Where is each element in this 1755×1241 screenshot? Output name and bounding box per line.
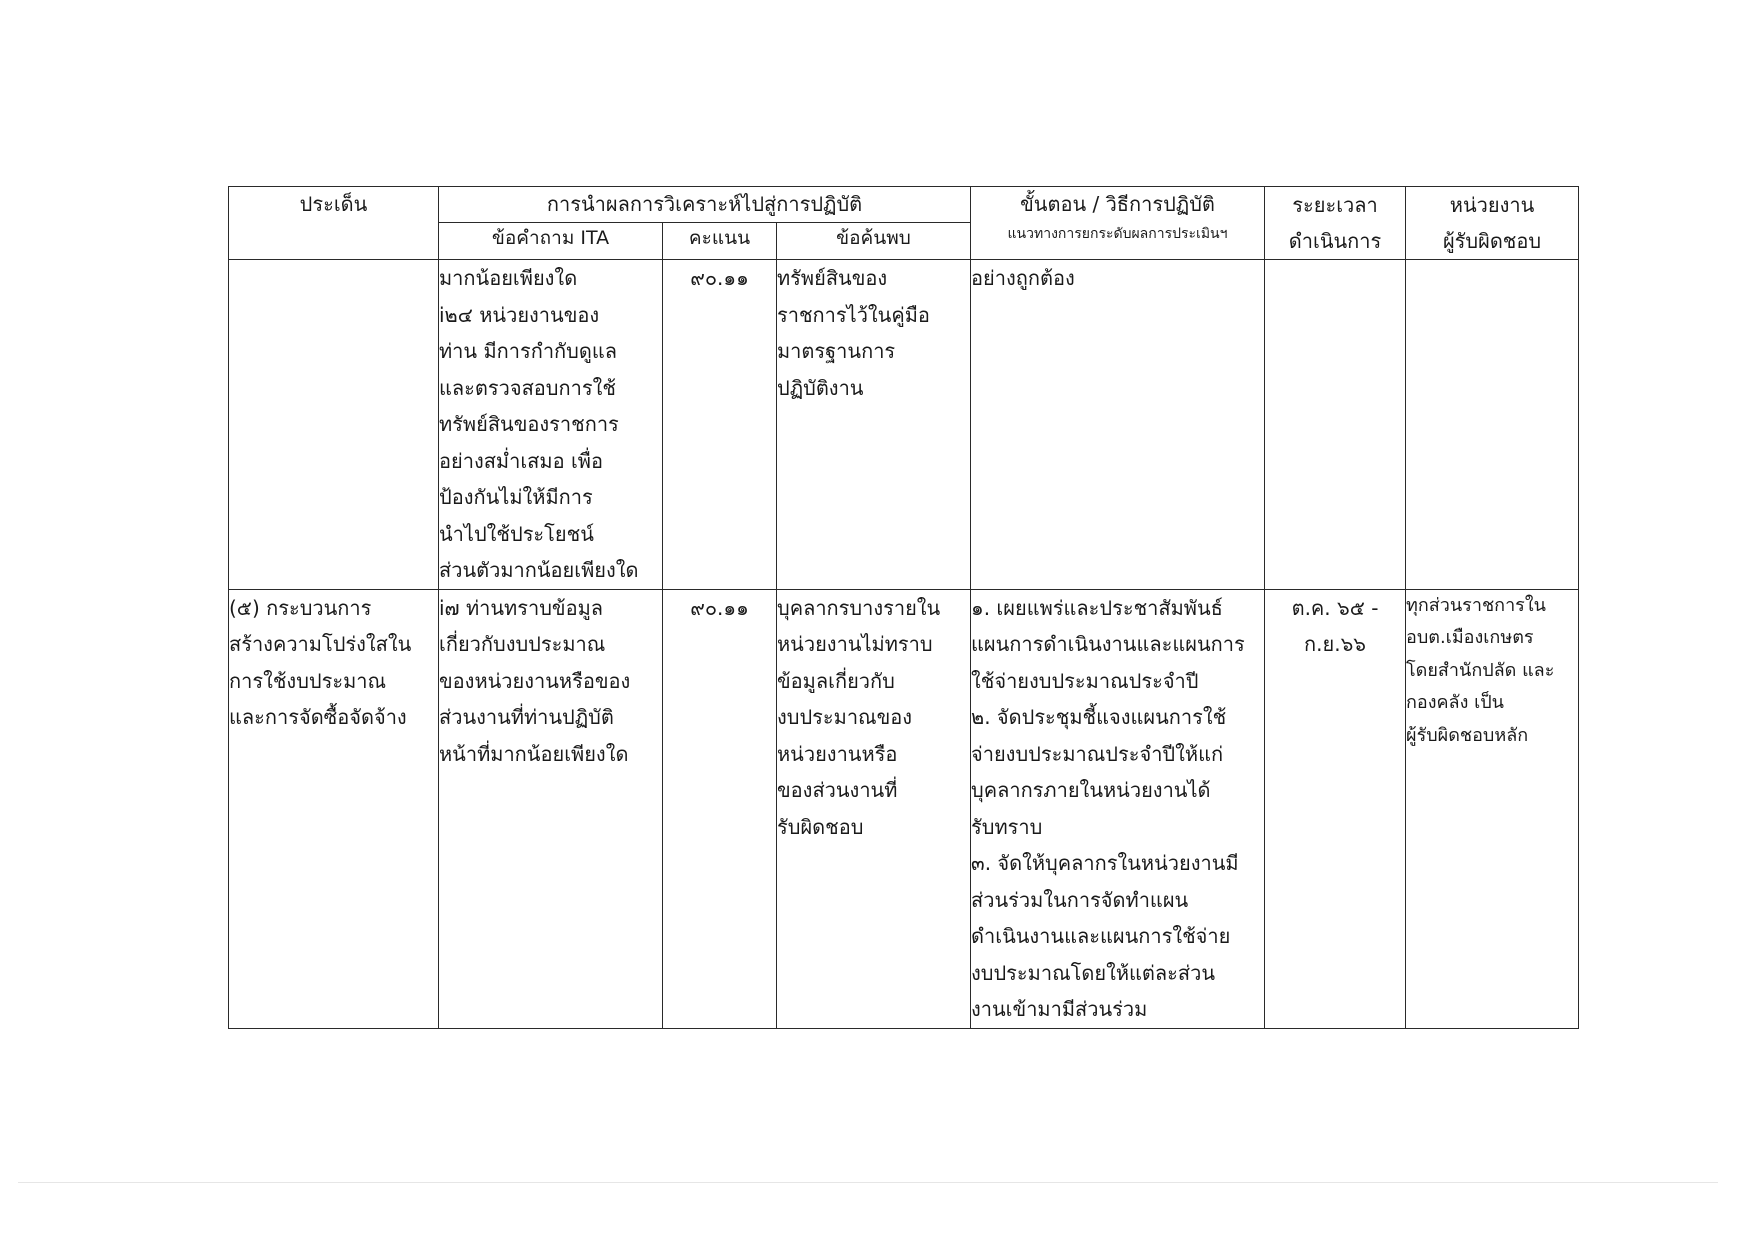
cell-line: บุคลากรภายในหน่วยงานได้	[971, 778, 1211, 802]
header-procedure	[971, 187, 1265, 260]
cell-line: มาตรฐานการ	[777, 339, 896, 363]
cell-issue	[229, 260, 439, 590]
cell-question	[439, 260, 663, 590]
page-bottom-rule	[18, 1182, 1718, 1183]
cell-line: งบประมาณโดยให้แต่ละส่วน	[971, 960, 1216, 985]
cell-line: ต.ค. ๖๕ -	[1291, 595, 1379, 620]
table-row	[229, 589, 1579, 1028]
cell-line: งานเข้ามามีส่วนร่วม	[971, 997, 1148, 1021]
cell-line: รับทราบ	[971, 814, 1043, 839]
cell-score: ๙๐.๑๑	[663, 589, 777, 1028]
cell-line: ทรัพย์สินของ	[777, 266, 888, 290]
cell-line: กองคลัง เป็น	[1406, 692, 1504, 713]
cell-duration	[1265, 589, 1406, 1028]
header-duration-line1: ระยะเวลา	[1292, 193, 1378, 217]
cell-line: รับผิดชอบ	[777, 814, 864, 839]
cell-line: ส่วนตัวมากน้อยเพียงใด	[439, 558, 639, 582]
cell-line: ราชการไว้ในคู่มือ	[777, 302, 930, 327]
cell-line: ส่วนงานที่ท่านปฏิบัติ	[439, 705, 614, 729]
cell-duration	[1265, 260, 1406, 590]
cell-line: (๕) กระบวนการ	[229, 595, 372, 620]
cell-line: ข้อมูลเกี่ยวกับ	[777, 668, 895, 693]
cell-line: ๒. จัดประชุมชี้แจงแผนการใช้	[971, 705, 1227, 729]
cell-line: สร้างความโปร่งใสใน	[229, 632, 412, 656]
cell-finding	[777, 260, 971, 590]
header-finding: ข้อค้นพบ	[777, 223, 971, 260]
cell-line: และการจัดซื้อจัดจ้าง	[229, 705, 407, 729]
header-procedure-note: แนวทางการยกระดับผลการประเมินฯ	[1007, 226, 1228, 242]
cell-line: หน้าที่มากน้อยเพียงใด	[439, 741, 629, 766]
cell-line: และตรวจสอบการใช้	[439, 375, 616, 400]
cell-line: ก.ย.๖๖	[1304, 632, 1366, 656]
cell-line: ท่าน มีการกำกับดูแล	[439, 339, 617, 363]
cell-line: ผู้รับผิดชอบหลัก	[1406, 724, 1529, 746]
cell-line: ๑. เผยแพร่และประชาสัมพันธ์	[971, 595, 1223, 620]
cell-line: ทรัพย์สินของราชการ	[439, 412, 619, 436]
cell-line: ส่วนร่วมในการจัดทำแผน	[971, 887, 1189, 912]
header-duration-line2: ดำเนินการ	[1288, 229, 1382, 253]
cell-line: ทุกส่วนราชการใน	[1406, 594, 1546, 616]
cell-responsible	[1406, 260, 1579, 590]
header-responsible-line1: หน่วยงาน	[1449, 193, 1535, 217]
cell-line: ๓. จัดให้บุคลากรในหน่วยงานมี	[971, 851, 1239, 875]
cell-line: มากน้อยเพียงใด	[439, 266, 578, 290]
cell-line: i๗ ท่านทราบข้อมูล	[439, 595, 604, 620]
cell-line: อย่างสม่ำเสมอ เพื่อ	[439, 448, 603, 473]
cell-line: การใช้งบประมาณ	[229, 668, 387, 693]
header-responsible	[1406, 187, 1579, 260]
header-question: ข้อคำถาม ITA	[439, 223, 663, 260]
cell-line: จ่ายงบประมาณประจำปีให้แก่	[971, 741, 1224, 766]
header-analysis-group: การนำผลการวิเคราะห์ไปสู่การปฏิบัติ	[439, 187, 971, 223]
cell-finding	[777, 589, 971, 1028]
header-score: คะแนน	[663, 223, 777, 260]
header-responsible-line2: ผู้รับผิดชอบ	[1442, 229, 1542, 253]
cell-question	[439, 589, 663, 1028]
cell-procedure	[971, 589, 1265, 1028]
cell-line: เกี่ยวกับงบประมาณ	[439, 632, 606, 656]
table-row	[229, 260, 1579, 590]
action-plan-table	[228, 186, 1579, 1029]
cell-line: งบประมาณของ	[777, 705, 913, 729]
cell-line: บุคลากรบางรายใน	[777, 595, 941, 620]
cell-line: i๒๔ หน่วยงานของ	[439, 302, 600, 327]
header-duration	[1265, 187, 1406, 260]
header-procedure-title: ขั้นตอน / วิธีการปฏิบัติ	[1020, 192, 1215, 216]
cell-line: ใช้จ่ายงบประมาณประจำปี	[971, 668, 1199, 693]
header-row-1	[229, 187, 1579, 223]
cell-line: หน่วยงานหรือ	[777, 741, 898, 766]
cell-issue	[229, 589, 439, 1028]
cell-responsible	[1406, 589, 1579, 1028]
header-issue: ประเด็น	[229, 187, 439, 260]
cell-line: ปฏิบัติงาน	[777, 375, 864, 400]
cell-line: หน่วยงานไม่ทราบ	[777, 632, 933, 656]
cell-line: ป้องกันไม่ให้มีการ	[439, 485, 593, 509]
cell-line: แผนการดำเนินงานและแผนการ	[971, 632, 1245, 656]
cell-score: ๙๐.๑๑	[663, 260, 777, 590]
cell-line: ดำเนินงานและแผนการใช้จ่าย	[971, 924, 1231, 948]
cell-line: อย่างถูกต้อง	[971, 266, 1075, 290]
cell-line: ของส่วนงานที่	[777, 778, 898, 802]
cell-line: โดยสำนักปลัด และ	[1406, 659, 1555, 681]
cell-line: อบต.เมืองเกษตร	[1406, 627, 1534, 648]
cell-procedure	[971, 260, 1265, 590]
cell-line: นำไปใช้ประโยชน์	[439, 521, 594, 546]
cell-line: ของหน่วยงานหรือของ	[439, 668, 631, 693]
